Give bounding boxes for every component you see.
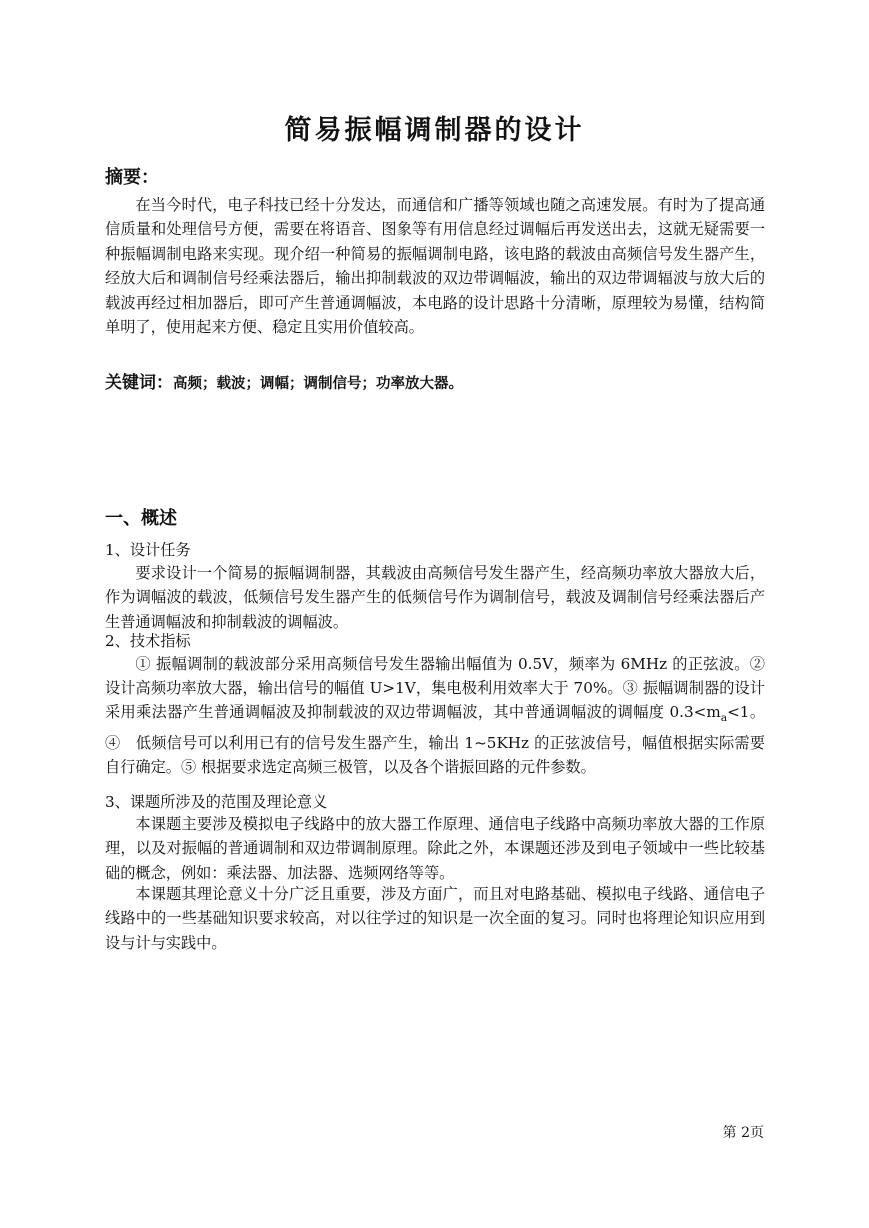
abstract-body: 在当今时代，电子科技已经十分发达，而通信和广播等领域也随之高速发展。有时为了提高通信质量和处理信号方便，需要在将语音、图象等有用信息经过调幅后再发送出去，这就无疑需要一种振幅调制电路来实现。现介绍一种简易的振幅调制电路，该电路的载波由高频信号发生器产生，经放大后和调制信号经乘法器后，输出抑制载波的双边带调幅波，输出的双边带调辐波与放大后的载波再经过相加器后，即可产生普通调幅波，本电路的设计思路十分清晰，原理较为易懂，结构简单明了，使用起来方便、稳定且实用价值较高。 <box>105 196 765 337</box>
scope-body-2: 本课题其理论意义十分广泛且重要，涉及方面广，而且对电路基础、模拟电子线路、通信电子线路中的一些基础知识要求较高，对以往学过的知识是一次全面的复习。同时也将理论知识应用到设与计与实践中。 <box>105 885 765 952</box>
keywords-text: 高频；载波；调幅；调制信号；功率放大器。 <box>173 376 463 392</box>
technical-specs-body <box>105 652 765 779</box>
technical-specs-text-2: <1。④ 低频信号可以利用已有的信号发生器产生，输出 1~5KHz 的正弦波信号，幅值根据实际需要自行确定。⑤ 根据要求选定高频三极管，以及各个谐振回路的元件参数。 <box>105 703 766 776</box>
design-task-body: 要求设计一个简易的振幅调制器，其载波由高频信号发生器产生，经高频功率放大器放大后，作为调幅波的载波，低频信号发生器产生的低频信号作为调制信号，载波及调制信号经乘法器后产生普通调幅波和抑制载波的调幅波。 <box>105 564 765 631</box>
subsection-title-technical-specs: 2、技术指标 <box>105 632 191 650</box>
section-heading-overview: 一、概述 <box>105 508 177 529</box>
scope-body-1: 本课题主要涉及模拟电子线路中的放大器工作原理、通信电子线路中高频功率放大器的工作原理，以及对振幅的普通调制和双边带调制原理。除此之外，本课题还涉及到电子领域中一些比较基础的概念，例如：乘法器、加法器、选频网络等等。 <box>105 815 765 882</box>
subsection-title-design-task: 1、设计任务 <box>105 541 191 559</box>
page-number: 第 2页 <box>722 1125 764 1141</box>
technical-specs-text-1: ① 振幅调制的载波部分采用高频信号发生器输出幅值为 0.5V，频率为 6MHz 的正弦波。② 设计高频功率放大器，输出信号的幅值 U>1V，集电极利用效率大于 70%。③ 振幅调制器的设计采用乘法器产生普通调幅波及抑制载波的双边带调幅波，其中普通调幅波的调幅度 0.3<m <box>105 655 765 722</box>
subsection-title-scope: 3、课题所涉及的范围及理论意义 <box>105 793 328 811</box>
keywords-label: 关键词： <box>105 373 173 393</box>
keywords-line <box>105 368 463 393</box>
modulation-index-subscript: a <box>720 711 728 725</box>
abstract-heading: 摘要： <box>105 167 159 188</box>
document-title: 简易振幅调制器的设计 <box>284 115 585 146</box>
